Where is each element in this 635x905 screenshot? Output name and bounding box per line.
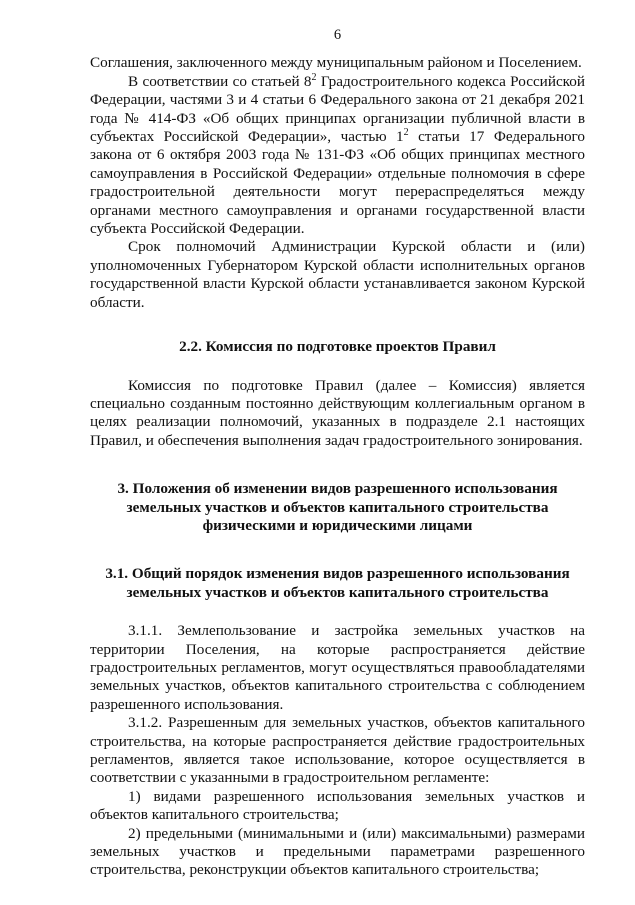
paragraph-term-of-powers: Срок полномочий Администрации Курской области и (или) уполномоченных Губернатором Курской области исполнительных органов государственной власти Курской области устанавливается законом Курской области. [90,238,585,311]
list-item-2: 2) предельными (минимальными и (или) максимальными) размерами земельных участков и предельными параметрами разрешенного строительства, реконструкции объектов капитального строительства; [90,824,585,879]
superscript-2: 2 [403,126,409,138]
legal-basis-text-3: статьи 17 Федерального закона от 6 октября 2003 года № 131-ФЗ «Об общих принципах местного самоуправления в Российской Федерации» отдельные полномочия в сфере градостроительной деятельности могут перераспределяться между органами местного самоуправления и органами государственной власти субъекта Российской Федерации. [90,128,585,238]
heading-section-3-1: 3.1. Общий порядок изменения видов разрешенного использования земельных участков и объектов капитального строительства [105,565,570,601]
list-item-1: 1) видами разрешенного использования земельных участков и объектов капитального строительства; [90,787,585,824]
paragraph-legal-basis [90,73,585,239]
legal-basis-text-2: Градостроительного кодекса Российской Федерации, частями 3 и 4 статьи 6 Федерального закона от 21 декабря 2021 года № 414-ФЗ «Об общих принципах организации публичной власти в субъектах Российской Федерации», частью 1 [90,72,586,146]
superscript-1: 2 [311,71,317,83]
paragraph-agreement-tail: Соглашения, заключенного между муниципальным районом и Поселением. [90,54,582,72]
heading-section-3: 3. Положения об изменении видов разрешенного использования земельных участков и объектов капитального строительства физическими и юридическими лицами [117,480,558,534]
paragraph-3-1-2: 3.1.2. Разрешенным для земельных участков, объектов капитального строительства, на которые распространяется действие градостроительных регламентов, является такое использование, которое осуществляется в соответствии с указанными в градостроительном регламенте: [90,714,585,787]
page-number: 6 [333,27,342,43]
paragraph-commission: Комиссия по подготовке Правил (далее – Комиссия) является специально созданным постоянно действующим коллегиальным органом в целях реализации полномочий, указанных в подразделе 2.1 настоящих Правил, и обеспечения выполнения задач градостроительного зонирования. [90,376,585,449]
paragraph-3-1-1: 3.1.1. Землепользование и застройка земельных участков на территории Поселения, на которые распространяется действие градостроительных регламентов, могут осуществляться правообладателями земельных участков, объектов капитального строительства с соблюдением разрешенного использования. [90,622,585,713]
heading-commission: 2.2. Комиссия по подготовке проектов Правил [179,338,496,356]
legal-basis-text-1: В соответствии со статьей 8 [128,72,312,90]
